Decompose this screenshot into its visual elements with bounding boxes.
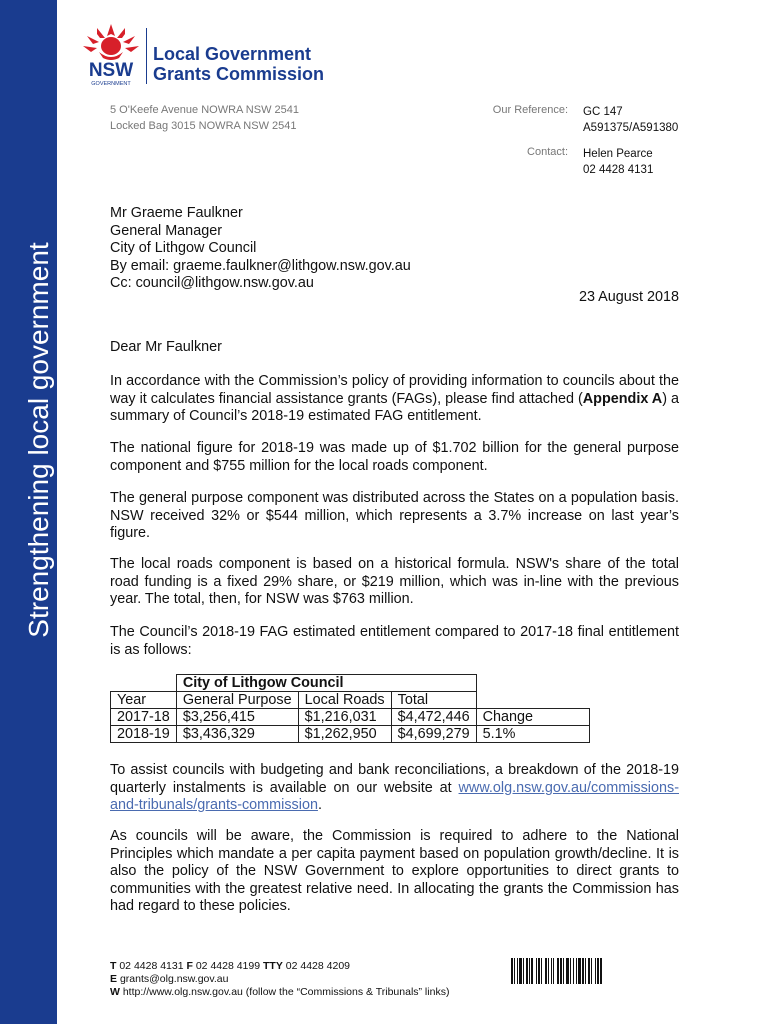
- paragraph-1-text-a: In accordance with the Commission’s policy of providing information to councils about the way it calculates financial assistance grants (FAGs), please find attached (: [110, 373, 679, 407]
- barcode-bar: [595, 958, 596, 984]
- logo-title-line1: Local Government: [153, 44, 312, 64]
- paragraph-1-text-b: ) a summary of Council’s 2018-19 estimated FAG entitlement.: [110, 390, 679, 424]
- barcode-bar: [597, 958, 599, 984]
- barcode-bar: [536, 958, 537, 984]
- table-cell: $3,256,415: [176, 709, 298, 726]
- table-header-row: [111, 692, 590, 709]
- barcode-bar: [519, 958, 522, 984]
- barcode-bar: [566, 958, 569, 984]
- barcode-bar: [545, 958, 547, 984]
- barcode-bar: [551, 958, 552, 984]
- logo-title: [153, 44, 324, 84]
- table-row: [111, 726, 590, 743]
- logo-org-sub: GOVERNMENT: [91, 81, 131, 87]
- salutation: Dear Mr Faulkner: [110, 339, 222, 355]
- barcode-bar: [560, 958, 562, 984]
- barcode-bar: [553, 958, 554, 984]
- footer-phone: 02 4428 4131: [119, 960, 184, 972]
- reference-value: [583, 104, 678, 136]
- recipient-name: Mr Graeme Faulkner: [110, 205, 243, 221]
- contact-label: Contact:: [527, 146, 568, 158]
- barcode-bar: [563, 958, 564, 984]
- table-header-cell: Local Roads: [298, 692, 391, 709]
- contact-phone: 02 4428 4131: [583, 164, 654, 176]
- table-corner-right: [476, 675, 589, 692]
- change-header: Change: [476, 709, 589, 726]
- logo-org: NSW: [88, 60, 134, 81]
- change-value: 5.1%: [476, 726, 589, 743]
- entitlement-table: [110, 674, 590, 743]
- table-corner: [111, 675, 177, 692]
- paragraph-5: The Council’s 2018-19 FAG estimated entitlement compared to 2017-18 final entitlement is as follows:: [110, 624, 679, 658]
- table-header-cell: General Purpose: [176, 692, 298, 709]
- paragraph-4: The local roads component is based on a historical formula. NSW's share of the total road funding is a fixed 29% share, or $219 million, which was in-line with the previous year. The total, then, for NSW was $763 million.: [110, 556, 679, 607]
- paragraph-2: The national figure for 2018-19 was made up of $1.702 billion for the general purpose component and $755 million for the local roads component.: [110, 440, 679, 474]
- barcode-bar: [511, 958, 513, 984]
- table-cell: $3,436,329: [176, 726, 298, 743]
- table-header-cell: Total: [391, 692, 476, 709]
- barcode-bar: [526, 958, 528, 984]
- footer-web: http://www.olg.nsw.gov.au (follow the “Commissions & Tribunals” links): [122, 986, 450, 998]
- paragraph-6: [110, 762, 679, 815]
- footer-w-label: W: [110, 986, 120, 998]
- footer-email: grants@olg.nsw.gov.au: [119, 973, 229, 985]
- barcode-bar: [573, 958, 574, 984]
- barcode-bar: [529, 958, 530, 984]
- table-title: City of Lithgow Council: [176, 675, 476, 692]
- reference-line-2: A591375/A591380: [583, 122, 679, 134]
- recipient-organisation: City of Lithgow Council: [110, 240, 257, 256]
- table-cell: $1,262,950: [298, 726, 391, 743]
- sidebar-tagline: Strengthening local government: [23, 242, 54, 638]
- footer-phone-line: [110, 960, 449, 973]
- footer-f-label: F: [186, 960, 193, 972]
- barcode-bar: [585, 958, 586, 984]
- barcode-bar: [600, 958, 602, 984]
- barcode-bar: [548, 958, 549, 984]
- barcode-bar: [557, 958, 559, 984]
- footer-fax: 02 4428 4199: [195, 960, 261, 972]
- barcode-bar: [541, 958, 542, 984]
- logo-title-line2: Grants Commission: [153, 64, 325, 84]
- contact-name: Helen Pearce: [583, 148, 653, 160]
- table-cell: 2017-18: [111, 709, 177, 726]
- barcode-bar: [517, 958, 518, 984]
- footer-t-label: T: [110, 960, 117, 972]
- sidebar-band: [0, 0, 57, 1024]
- footer-tty: 02 4428 4209: [285, 960, 350, 972]
- table-cell: $4,472,446: [391, 709, 476, 726]
- barcode-bar: [582, 958, 584, 984]
- address-line-1: 5 O'Keefe Avenue NOWRA NSW 2541: [110, 104, 299, 116]
- footer-contacts: [110, 960, 449, 999]
- reference-line-1: GC 147: [583, 106, 623, 118]
- address-line-2: Locked Bag 3015 NOWRA NSW 2541: [110, 120, 297, 132]
- barcode-bar: [591, 958, 592, 984]
- footer-web-line: [110, 986, 449, 999]
- paragraph-6-text-a: To assist councils with budgeting and bank reconciliations, a breakdown of the 2018-19 quarterly instalments is available on our website at: [110, 762, 679, 796]
- footer-tty-label: TTY: [263, 960, 283, 972]
- recipient-cc: Cc: council@lithgow.nsw.gov.au: [110, 275, 314, 291]
- barcode-bar: [578, 958, 581, 984]
- barcode-bar: [523, 958, 524, 984]
- footer-email-line: [110, 973, 449, 986]
- reference-label: Our Reference:: [492, 104, 568, 116]
- barcode-bar: [588, 958, 590, 984]
- paragraph-7: As councils will be aware, the Commission is required to adhere to the National Principles which mandate a per capita payment based on population growth/decline. It is also the policy of the NSW Government to explore opportunities to direct grants to communities with the greatest relative need. In allocating the grants the Commission has had regard to these policies.: [110, 828, 679, 914]
- contact-value: [583, 146, 653, 178]
- table-title-row: [111, 675, 590, 692]
- table-cell: 2018-19: [111, 726, 177, 743]
- paragraph-3: The general purpose component was distributed across the States on a population basis. NSW received 32% or $544 million, which represents a 3.7% increase on last year’s figure.: [110, 490, 679, 541]
- barcode: [511, 958, 637, 984]
- table-cell: $4,699,279: [391, 726, 476, 743]
- barcode-bar: [576, 958, 577, 984]
- recipient-email: By email: graeme.faulkner@lithgow.nsw.gov.au: [110, 257, 411, 274]
- recipient-position: General Manager: [110, 222, 222, 239]
- grants-commission-link[interactable]: www.olg.nsw.gov.au/commissions-and-tribunals/grants-commission: [110, 779, 679, 813]
- appendix-a-reference: Appendix A: [582, 390, 663, 407]
- table-cell: $1,216,031: [298, 709, 391, 726]
- paragraph-1: [110, 373, 679, 426]
- logo-divider: [146, 28, 147, 84]
- barcode-bar: [538, 958, 540, 984]
- barcode-bar: [531, 958, 533, 984]
- letter-date: 23 August 2018: [578, 289, 679, 305]
- table-header-cell: Year: [111, 692, 177, 709]
- table-row: [111, 709, 590, 726]
- footer-e-label: E: [110, 973, 118, 985]
- paragraph-6-text-b: .: [317, 797, 322, 813]
- barcode-bar: [570, 958, 571, 984]
- table-header-spacer: [476, 692, 589, 709]
- barcode-bar: [514, 958, 515, 984]
- recipient-block: [110, 205, 411, 293]
